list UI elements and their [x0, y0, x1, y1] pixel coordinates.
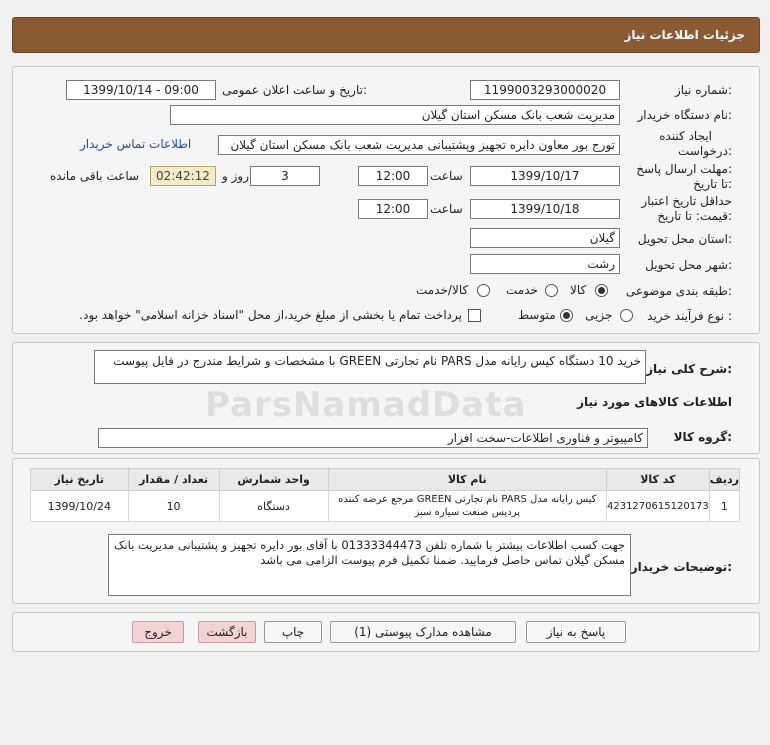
city-value: رشت: [470, 254, 620, 274]
summary-text: خرید 10 دستگاه کیس رایانه مدل PARS نام تجارتی GREEN با مشخصات و شرایط مندرج در فایل پیوست: [113, 354, 641, 368]
deadline-date: 1399/10/17: [470, 166, 620, 186]
exit-button[interactable]: خروج: [132, 621, 184, 643]
validity-label-2: قیمت: تا تاریخ:: [657, 209, 732, 223]
validity-time-label: ساعت: [430, 202, 463, 216]
remaining-time: 02:42:12: [150, 166, 216, 186]
province-value: گیلان: [470, 228, 620, 248]
reply-button[interactable]: پاسخ به نیاز: [526, 621, 626, 643]
announce-label: تاریخ و ساعت اعلان عمومی:: [222, 83, 367, 97]
row-unit: دستگاه: [219, 491, 328, 522]
category-radio-service[interactable]: [545, 284, 558, 297]
col-qty-header: تعداد / مقدار: [128, 469, 219, 491]
buyer-org-label: نام دستگاه خریدار:: [637, 108, 732, 122]
row-index: 1: [709, 491, 739, 522]
row-date: 1399/10/24: [31, 491, 129, 522]
items-table-header: [31, 469, 740, 491]
buyer-org-value: مدیریت شعب بانک مسکن استان گیلان: [170, 105, 620, 125]
buyer-notes-label: توضیحات خریدار:: [630, 560, 732, 574]
creator-label-2: درخواست:: [678, 144, 732, 158]
payment-note: پرداخت تمام یا بخشی از مبلغ خرید،از محل "اسناد خزانه اسلامی" خواهد بود.: [79, 308, 462, 322]
row-name: کیس رایانه مدل PARS نام تجارتی GREEN مرجع عرضه کننده پردیس صنعت سیاره سبز: [328, 491, 606, 522]
deadline-label-1: مهلت ارسال پاسخ:: [636, 162, 732, 176]
deadline-time-label: ساعت: [430, 169, 463, 183]
creator-label-1: ایجاد کننده: [659, 129, 712, 143]
category-option-service: خدمت: [506, 283, 538, 297]
col-date-header: تاریخ نیاز: [31, 469, 129, 491]
category-radio-goods[interactable]: [595, 284, 608, 297]
process-option-medium: متوسط: [518, 308, 556, 322]
process-radio-minor[interactable]: [620, 309, 633, 322]
summary-label: شرح کلی نیاز:: [646, 362, 732, 376]
process-label: نوع فرآیند خرید :: [647, 309, 732, 323]
city-label: شهر محل تحویل:: [645, 258, 732, 272]
goods-section-title: اطلاعات کالاهای مورد نیاز: [577, 395, 732, 409]
page-header: [12, 17, 760, 53]
row-qty: 10: [128, 491, 219, 522]
days-label: روز و: [222, 169, 249, 183]
validity-date: 1399/10/18: [470, 199, 620, 219]
items-table: [30, 468, 740, 522]
goods-group-label: گروه کالا:: [673, 430, 732, 444]
creator-value: تورج بور معاون دایره تجهیز وپشتیبانی مدیریت شعب بانک مسکن استان گیلان: [218, 135, 620, 155]
category-option-goods: کالا: [570, 283, 587, 297]
col-name-header: نام کالا: [328, 469, 606, 491]
category-radio-goods-service[interactable]: [477, 284, 490, 297]
validity-time: 12:00: [358, 199, 428, 219]
announce-value: 1399/10/14 - 09:00: [66, 80, 216, 100]
days-value: 3: [250, 166, 320, 186]
buyer-notes-box: [108, 534, 631, 596]
validity-label-1: حداقل تاریخ اعتبار: [641, 194, 732, 208]
deadline-time: 12:00: [358, 166, 428, 186]
buyer-notes-text: جهت کسب اطلاعات بیشتر با شماره تلفن 01333344473 با آقای بور دایره تجهیز و پشتیبانی مدیریت بانک مسکن گیلان تماس حاصل فرمایید. ضمنا تکمیل فرم پیوست الزامی می باشد: [114, 538, 625, 567]
treasury-payment-checkbox[interactable]: [468, 309, 481, 322]
summary-box: [94, 350, 646, 384]
col-unit-header: واحد شمارش: [219, 469, 328, 491]
print-button[interactable]: چاپ: [264, 621, 322, 643]
row-code: 4231270615120173: [606, 491, 709, 522]
back-button[interactable]: بازگشت: [198, 621, 256, 643]
deadline-label-2: تا تاریخ:: [693, 177, 732, 191]
attachments-button[interactable]: مشاهده مدارک پیوستی (1): [330, 621, 516, 643]
need-number-label: شماره نیاز:: [674, 83, 732, 97]
table-row: [31, 491, 740, 522]
category-option-goods-service: کالا/خدمت: [416, 283, 469, 297]
buyer-contact-link[interactable]: اطلاعات تماس خریدار: [80, 137, 192, 151]
process-radio-medium[interactable]: [560, 309, 573, 322]
col-code-header: کد کالا: [606, 469, 709, 491]
goods-group-value: کامپیوتر و فناوری اطلاعات-سخت افزار: [98, 428, 648, 448]
col-index-header: ردیف: [709, 469, 739, 491]
page-title: جزئیات اطلاعات نیاز: [624, 28, 745, 42]
process-option-minor: جزیی: [585, 308, 613, 322]
category-label: طبقه بندی موضوعی:: [625, 284, 732, 298]
need-number-value: 1199003293000020: [470, 80, 620, 100]
remaining-label: ساعت باقی مانده: [50, 169, 140, 183]
province-label: استان محل تحویل:: [637, 232, 732, 246]
